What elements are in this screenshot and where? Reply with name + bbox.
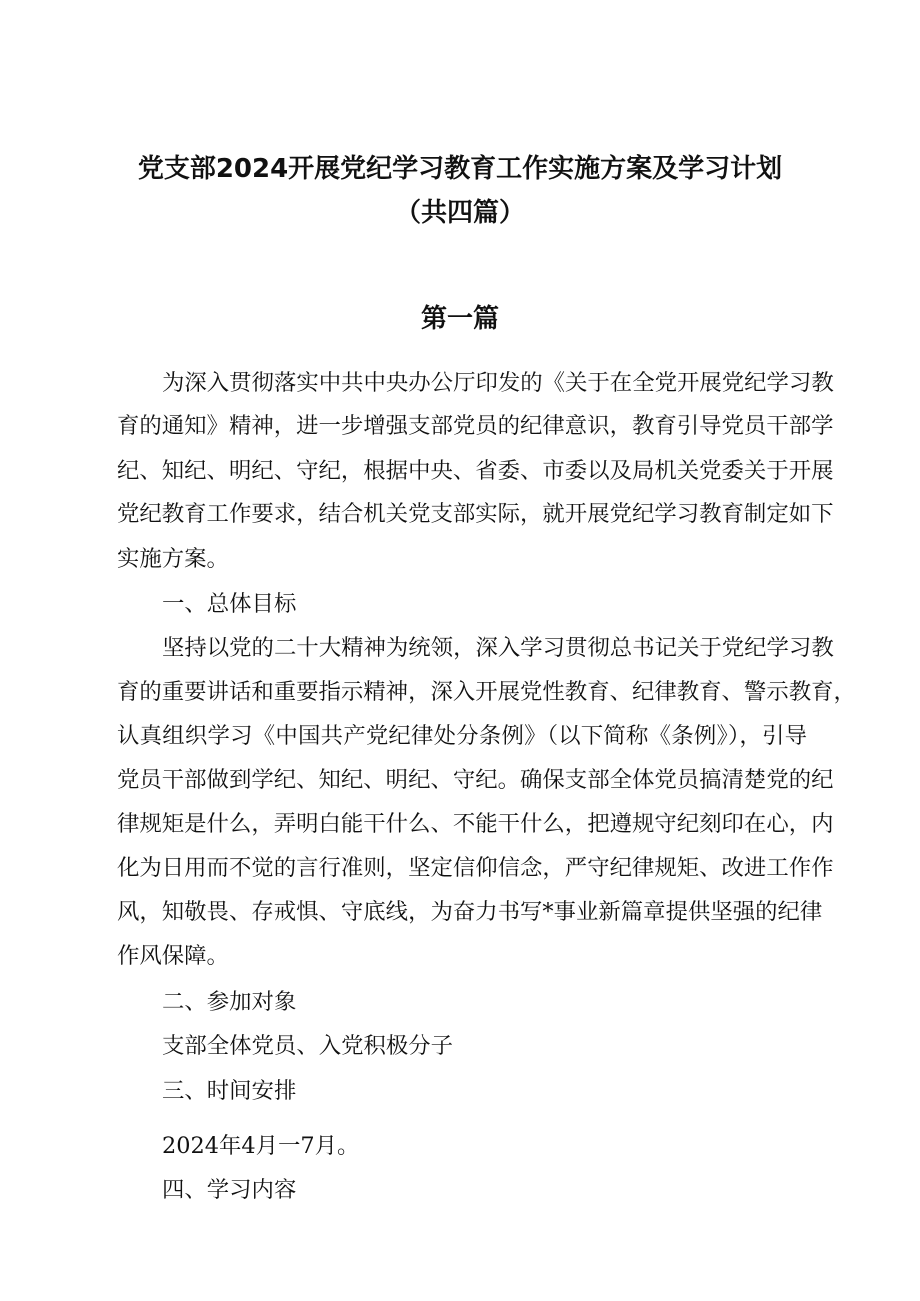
section-heading: 一、总体目标 xyxy=(162,591,297,617)
section-heading: 三、时间安排 xyxy=(162,1078,297,1104)
paragraph-line: 风，知敬畏、存戒惧、守底线，为奋力书写*事业新篇章提供坚强的纪律 xyxy=(117,899,823,925)
paragraph-line: 认真组织学习《中国共产党纪律处分条例》（以下简称《条例》），引导 xyxy=(117,723,807,749)
paragraph-line: 为深入贯彻落实中共中央办公厅印发的《关于在全党开展党纪学习教 xyxy=(162,370,834,396)
section-heading: 二、参加对象 xyxy=(162,989,297,1015)
paragraph-line: 作风保障。 xyxy=(117,943,229,969)
paragraph-line: 纪、知纪、明纪、守纪，根据中央、省委、市委以及局机关党委关于开展 xyxy=(117,458,834,484)
document-subtitle: （共四篇） xyxy=(394,198,525,228)
chapter-heading: 第一篇 xyxy=(420,304,499,334)
paragraph-line: 党纪教育工作要求，结合机关党支部实际，就开展党纪学习教育制定如下 xyxy=(117,501,834,527)
paragraph-line: 2024年4月一7月。 xyxy=(162,1133,360,1159)
paragraph-line: 律规矩是什么，弄明白能干什么、不能干什么，把遵规守纪刻印在心，内 xyxy=(117,811,834,837)
section-heading: 四、学习内容 xyxy=(162,1177,297,1203)
paragraph-line: 实施方案。 xyxy=(117,546,229,572)
paragraph-line: 育的重要讲话和重要指示精神，深入开展党性教育、纪律教育、警示教育， xyxy=(117,679,856,705)
paragraph-line: 化为日用而不觉的言行准则，坚定信仰信念，严守纪律规矩、改进工作作 xyxy=(117,855,834,881)
document-title: 党支部2024开展党纪学习教育工作实施方案及学习计划 xyxy=(137,154,783,184)
paragraph-line: 支部全体党员、入党积极分子 xyxy=(162,1033,454,1059)
paragraph-line: 育的通知》精神，进一步增强支部党员的纪律意识，教育引导党员干部学 xyxy=(117,413,834,439)
paragraph-line: 党员干部做到学纪、知纪、明纪、守纪。确保支部全体党员搞清楚党的纪 xyxy=(117,767,834,793)
paragraph-line: 坚持以党的二十大精神为统领，深入学习贯彻总书记关于党纪学习教 xyxy=(162,635,834,661)
